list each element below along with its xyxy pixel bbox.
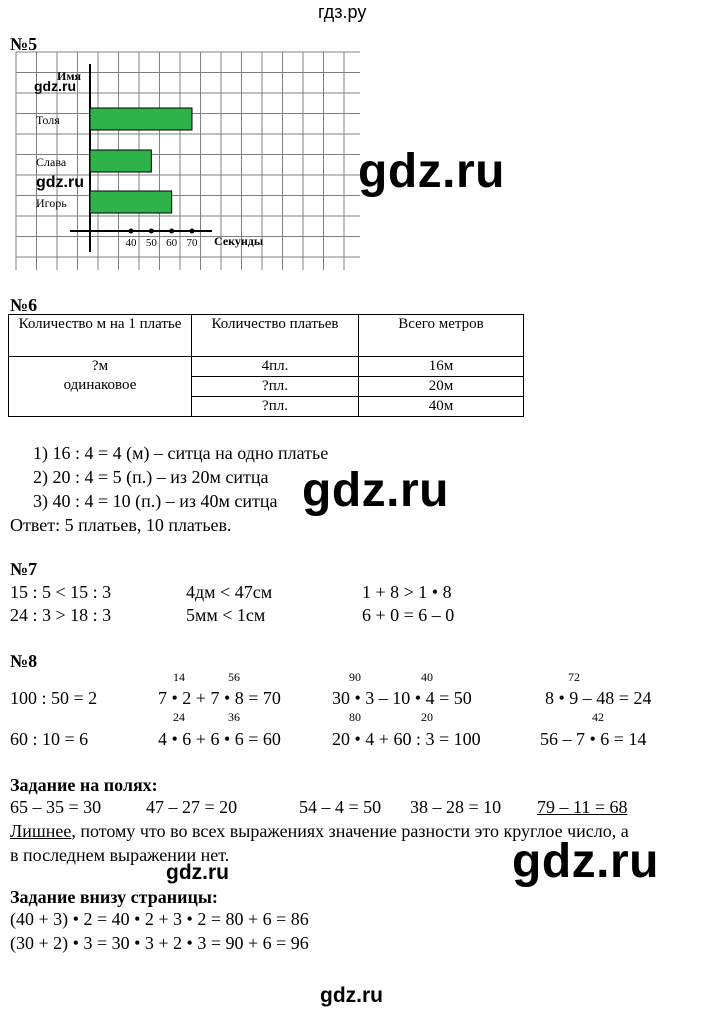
- task5-bar-chart: [0, 0, 720, 280]
- margin-expression-extra: 79 – 11 = 68: [537, 797, 628, 817]
- bottom-task-title: Задание внизу страницы:: [10, 887, 218, 907]
- table-cell: 20м: [359, 377, 524, 397]
- intermediate-result: 80: [349, 710, 361, 724]
- bar-1: [90, 108, 192, 130]
- expression: 56 – 7 • 6 = 14: [540, 729, 647, 749]
- expression: 8 • 9 – 48 = 24: [545, 688, 652, 708]
- x-tick-mark: [129, 229, 134, 234]
- solution-step: 2) 20 : 4 = 5 (п.) – из 20м ситца: [33, 467, 269, 487]
- table-cell: 4пл.: [192, 357, 359, 377]
- intermediate-result: 36: [228, 710, 240, 724]
- expression: 30 • 3 – 10 • 4 = 50: [332, 688, 472, 708]
- expression: 4 • 6 + 6 • 6 = 60: [158, 729, 281, 749]
- x-tick-label: 70: [186, 237, 198, 249]
- category-label: Толя: [36, 113, 60, 127]
- margin-task-title: Задание на полях:: [10, 775, 158, 795]
- task6-table: [8, 314, 524, 417]
- task6-number: №6: [10, 295, 38, 315]
- watermark-small: gdz.ru: [36, 174, 84, 191]
- bottom-task-line: (40 + 3) • 2 = 40 • 2 + 3 • 2 = 80 + 6 = 86: [10, 909, 309, 929]
- watermark-large: gdz.ru: [302, 464, 449, 517]
- intermediate-result: 14: [173, 670, 185, 684]
- watermark-large: gdz.ru: [512, 835, 659, 888]
- margin-expression: 38 – 28 = 10: [410, 797, 502, 817]
- task5-number: №5: [10, 34, 38, 54]
- intermediate-result: 20: [421, 710, 433, 724]
- expression: 7 • 2 + 7 • 8 = 70: [158, 688, 281, 708]
- comparison: 6 + 0 = 6 – 0: [362, 605, 455, 625]
- x-tick-mark: [169, 229, 174, 234]
- table-cell: ?пл.: [192, 397, 359, 417]
- intermediate-result: 72: [568, 670, 580, 684]
- expression: 100 : 50 = 2: [10, 688, 98, 708]
- table-cell-value: одинаковое: [63, 377, 137, 393]
- comparison: 1 + 8 > 1 • 8: [362, 582, 452, 602]
- bar-2: [90, 150, 151, 172]
- y-axis-label: Имя: [57, 69, 81, 83]
- intermediate-result: 24: [173, 710, 185, 724]
- x-tick-mark: [190, 229, 195, 234]
- table-cell-value: ?м: [91, 358, 109, 374]
- category-label: Слава: [36, 155, 67, 169]
- table-cell: ?пл.: [192, 377, 359, 397]
- comparison: 5мм < 1см: [186, 605, 266, 625]
- site-header: гдз.ру: [318, 2, 367, 22]
- bottom-task-line: (30 + 2) • 3 = 30 • 3 + 2 • 3 = 90 + 6 = 96: [10, 933, 309, 953]
- table-cell: 16м: [359, 357, 524, 377]
- explanation-text: , потому что во всех выражениях значение разности это круглое число, а: [71, 821, 629, 841]
- margin-explanation: в последнем выражении нет.: [10, 845, 230, 865]
- margin-expression: 47 – 27 = 20: [146, 797, 238, 817]
- margin-expression: 54 – 4 = 50: [299, 797, 382, 817]
- task7-number: №7: [10, 559, 38, 579]
- x-axis-label: Секунды: [214, 234, 264, 248]
- bar-3: [90, 191, 172, 213]
- comparison: 15 : 5 < 15 : 3: [10, 582, 112, 602]
- expression: 60 : 10 = 6: [10, 729, 89, 749]
- margin-expression: 65 – 35 = 30: [10, 797, 102, 817]
- x-tick-label: 40: [125, 237, 137, 249]
- intermediate-result: 40: [421, 670, 433, 684]
- expression: 20 • 4 + 60 : 3 = 100: [332, 729, 481, 749]
- solution-step: 1) 16 : 4 = 4 (м) – ситца на одно платье: [33, 443, 329, 463]
- table-cell-per-dress: [9, 357, 192, 417]
- table-header: Количество платьев: [192, 315, 359, 357]
- x-tick-label: 50: [145, 237, 157, 249]
- watermark-small: gdz.ru: [320, 984, 383, 1007]
- comparison: 4дм < 47см: [186, 582, 273, 602]
- task8-number: №8: [10, 651, 38, 671]
- solution-step: 3) 40 : 4 = 10 (п.) – из 40м ситца: [33, 491, 278, 511]
- table-cell: 40м: [359, 397, 524, 417]
- extra-word: Лишнее: [10, 821, 72, 841]
- intermediate-result: 56: [228, 670, 240, 684]
- chart-bars: [90, 108, 192, 213]
- watermark-small: gdz.ru: [34, 78, 76, 94]
- intermediate-result: 90: [349, 670, 361, 684]
- intermediate-result: 42: [592, 710, 604, 724]
- table-header: Всего метров: [359, 315, 524, 357]
- table-header: Количество м на 1 платье: [9, 315, 192, 357]
- x-tick-mark: [149, 229, 154, 234]
- watermark-small: gdz.ru: [166, 861, 229, 884]
- answer-line: Ответ: 5 платьев, 10 платьев.: [10, 515, 232, 535]
- x-tick-label: 60: [166, 237, 178, 249]
- category-label: Игорь: [36, 196, 67, 210]
- watermark-large: gdz.ru: [358, 145, 505, 198]
- comparison: 24 : 3 > 18 : 3: [10, 605, 112, 625]
